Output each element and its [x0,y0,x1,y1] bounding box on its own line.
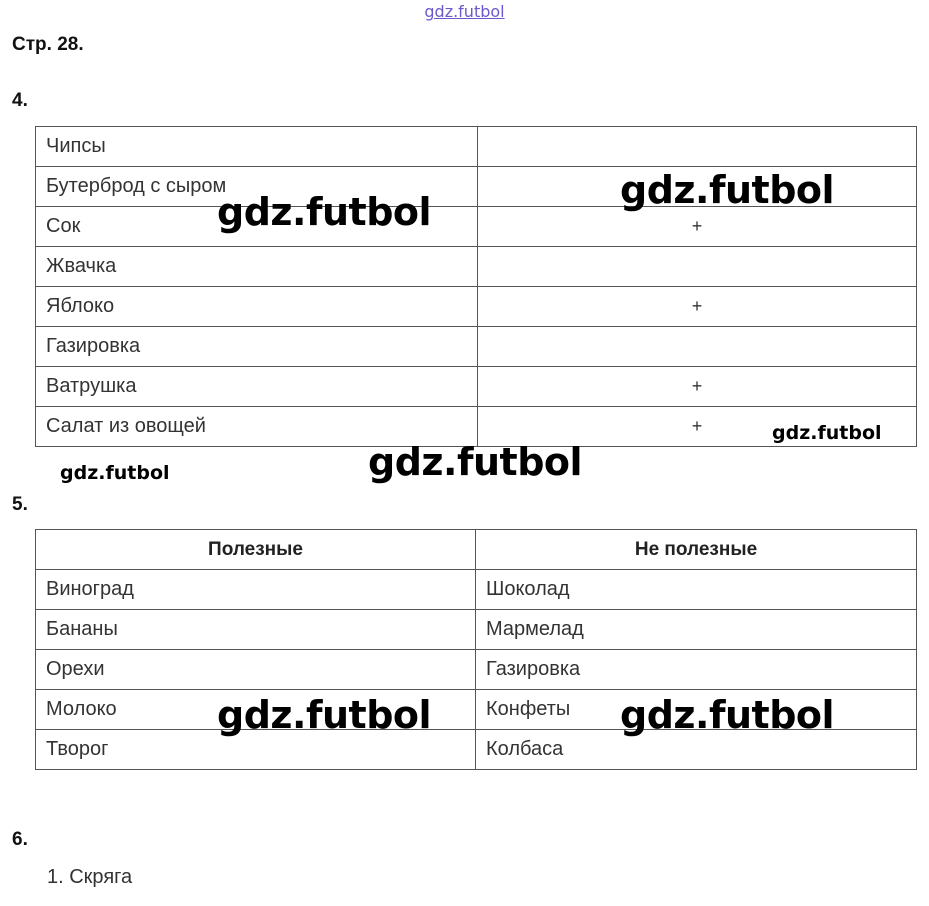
table-row [36,570,917,610]
food-item: Бутерброд с сыром [36,167,478,207]
food-item: Яблоко [36,287,478,327]
table-row [36,247,917,287]
useful-item: Виноград [36,570,476,610]
not-useful-item: Шоколад [476,570,917,610]
healthy-mark [478,127,917,167]
watermark-text: gdz.futbol [217,190,432,234]
useful-item: Молоко [36,690,476,730]
not-useful-item: Газировка [476,650,917,690]
table-row [36,207,917,247]
watermark-text: gdz.futbol [620,168,835,212]
table-header-row [36,530,917,570]
not-useful-item: Колбаса [476,730,917,770]
top-watermark: gdz.futbol [424,2,505,21]
task-6-answer: 1. Скряга [47,866,133,888]
healthy-mark: + [478,367,917,407]
scan-gap [716,772,915,776]
task-6-number: 6. [12,829,28,850]
healthy-mark [478,327,917,367]
healthy-mark: + [478,407,917,447]
table-row [36,650,917,690]
watermark-text: gdz.futbol [620,693,835,737]
page-label: Стр. 28. [12,34,84,55]
healthy-mark: + [478,207,917,247]
watermark-text: gdz.futbol [772,422,882,444]
header-not-useful: Не полезные [476,530,917,570]
table-row [36,287,917,327]
useful-item: Творог [36,730,476,770]
useful-item: Орехи [36,650,476,690]
table-row [36,127,917,167]
watermark-text: gdz.futbol [60,462,170,484]
task-5-number: 5. [12,494,28,515]
table-row [36,610,917,650]
useful-item: Бананы [36,610,476,650]
healthy-mark [478,247,917,287]
food-item: Ватрушка [36,367,478,407]
table-row [36,367,917,407]
food-item: Салат из овощей [36,407,478,447]
watermark-text: gdz.futbol [368,440,583,484]
not-useful-item: Мармелад [476,610,917,650]
food-item: Жвачка [36,247,478,287]
watermark-text: gdz.futbol [217,693,432,737]
header-useful: Полезные [36,530,476,570]
healthy-mark: + [478,287,917,327]
table-row [36,327,917,367]
food-item: Сок [36,207,478,247]
food-item: Газировка [36,327,478,367]
not-useful-item: Конфеты [476,690,917,730]
food-item: Чипсы [36,127,478,167]
task-4-number: 4. [12,90,28,111]
